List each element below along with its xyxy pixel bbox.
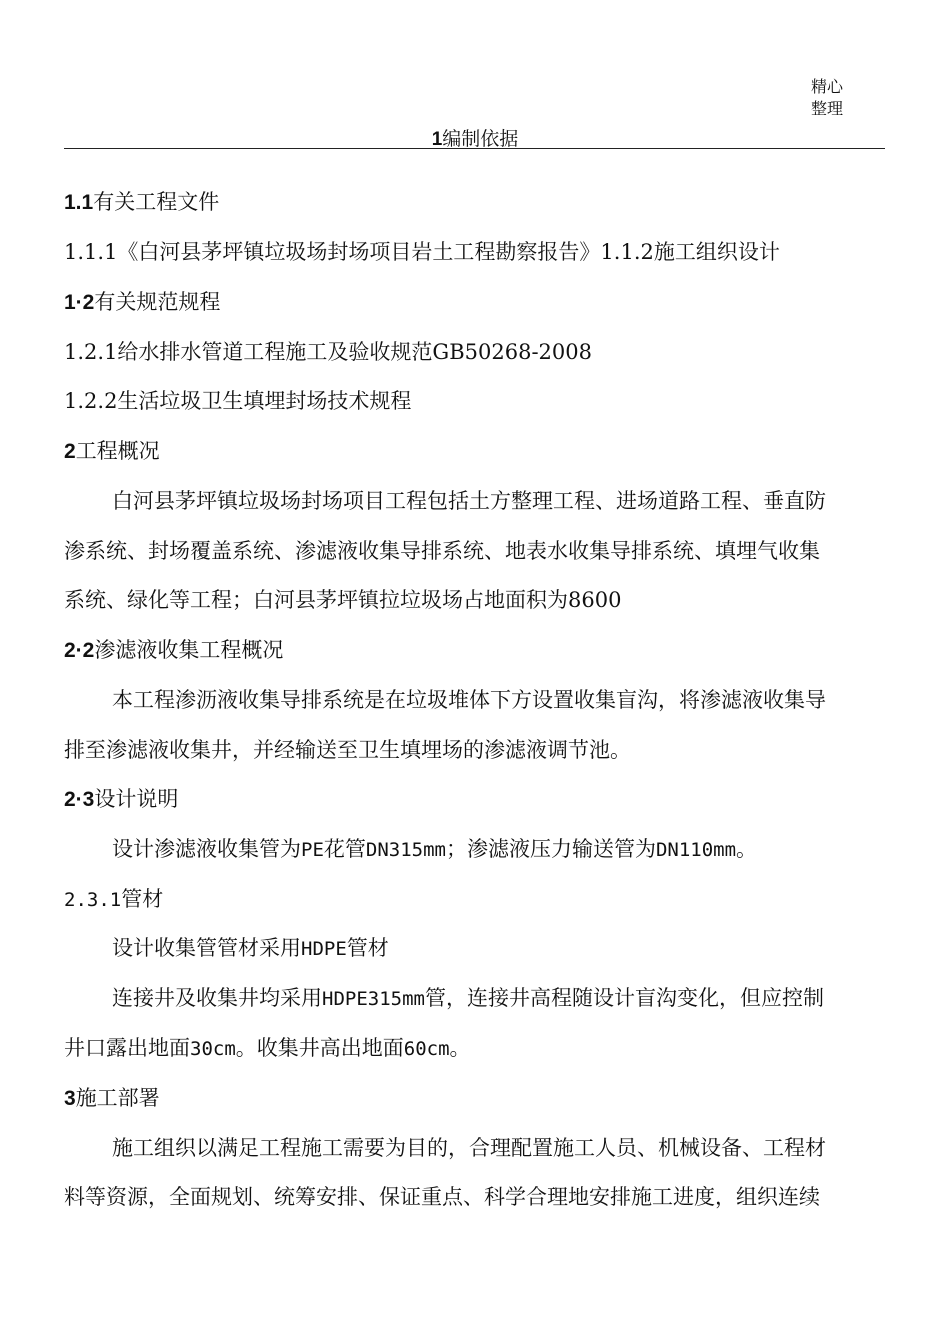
paragraph-2-2-line-2: 排至渗滤液收集井，并经输送至卫生填埋场的渗滤液调节池。: [64, 738, 631, 762]
text-run: 。: [736, 837, 758, 861]
paragraph-2-3-1-line-3: [64, 1035, 886, 1062]
text-run: 连接井及收集井均采用: [112, 986, 322, 1010]
heading-2-3-1: [64, 886, 886, 913]
heading-number: 2.3.1: [64, 889, 122, 911]
heading-2: [64, 438, 886, 465]
heading-number: 1.1: [64, 191, 94, 214]
text-run: HDPE315mm: [322, 988, 425, 1010]
text-run: PE: [301, 839, 324, 861]
paragraph-2-3-1-line-1: [112, 935, 886, 962]
heading-text: 施工部署: [75, 1086, 160, 1110]
paragraph-3-line-2: 料等资源，全面规划、统筹安排、保证重点、科学合理地安排施工进度，组织连续: [64, 1185, 820, 1209]
heading-text: 管材: [121, 887, 164, 911]
item-1-2-2: 1.2.2生活垃圾卫生填埋封场技术规程: [64, 389, 412, 413]
text-run: 设计收集管管材采用: [112, 936, 301, 960]
header-divider: [64, 148, 885, 149]
paragraph-3-line-1: 施工组织以满足工程施工需要为目的，合理配置施工人员、机械设备、工程材: [112, 1136, 826, 1160]
header-title-number: 1: [431, 129, 443, 150]
paragraph-2-2-line-1: 本工程渗沥液收集导排系统是在垃圾堆体下方设置收集盲沟，将渗滤液收集导: [112, 688, 826, 712]
text-run: 花管: [323, 837, 366, 861]
text-run: 30cm: [190, 1038, 236, 1060]
corner-line-1: 精心: [811, 77, 844, 96]
item-1-1-1: 1.1.1《白河县茅坪镇垃圾场封场项目岩土工程勘察报告》1.1.2施工组织设计: [64, 240, 780, 264]
heading-text: 工程概况: [75, 439, 160, 463]
paragraph-2-3-1-line-2: [112, 985, 886, 1012]
text-run: 管材: [346, 936, 389, 960]
text-run: DN315mm: [365, 839, 446, 861]
heading-text: 渗滤液收集工程概况: [94, 638, 284, 662]
text-run: 井口露出地面: [64, 1036, 190, 1060]
text-run: DN110mm: [655, 839, 737, 861]
text-run: 管，连接井高程随设计盲沟变化，但应控制: [424, 986, 824, 1010]
page-header-title: [0, 124, 950, 151]
paragraph-2-line-2: 渗系统、封场覆盖系统、渗滤液收集导排系统、地表水收集导排系统、填埋气收集: [64, 539, 820, 563]
text-run: 设计渗滤液收集管为: [112, 837, 301, 861]
heading-number: 3: [64, 1087, 76, 1110]
heading-2-2: [64, 637, 886, 664]
heading-number: 2: [64, 440, 76, 463]
text-run: 。收集井高出地面: [235, 1036, 404, 1060]
text-run: 。: [449, 1036, 471, 1060]
heading-number: 1·2: [64, 291, 95, 314]
heading-1-1: [64, 189, 886, 216]
heading-2-3: [64, 786, 886, 813]
heading-text: 设计说明: [94, 787, 179, 811]
heading-text: 有关规范规程: [94, 290, 221, 314]
heading-1-2: [64, 289, 886, 316]
item-1-2-1: 1.2.1给水排水管道工程施工及验收规范GB50268-2008: [64, 340, 592, 364]
paragraph-2-3: [112, 836, 886, 863]
heading-text: 有关工程文件: [93, 190, 220, 214]
paragraph-2-line-1: 白河县茅坪镇垃圾场封场项目工程包括土方整理工程、进场道路工程、垂直防: [112, 489, 826, 513]
heading-3: [64, 1085, 886, 1112]
heading-number: 2·3: [64, 788, 95, 811]
text-run: HDPE: [301, 938, 347, 960]
corner-line-2: 整理: [811, 99, 844, 118]
heading-number: 2·2: [64, 639, 95, 662]
paragraph-2-line-3: 系统、绿化等工程；白河县茅坪镇拉垃圾场占地面积为8600: [64, 588, 622, 612]
text-run: 60cm: [403, 1038, 450, 1060]
text-run: ；渗滤液压力输送管为: [445, 837, 656, 861]
watermark-note: [811, 76, 855, 120]
header-title-text: 编制依据: [442, 128, 519, 150]
